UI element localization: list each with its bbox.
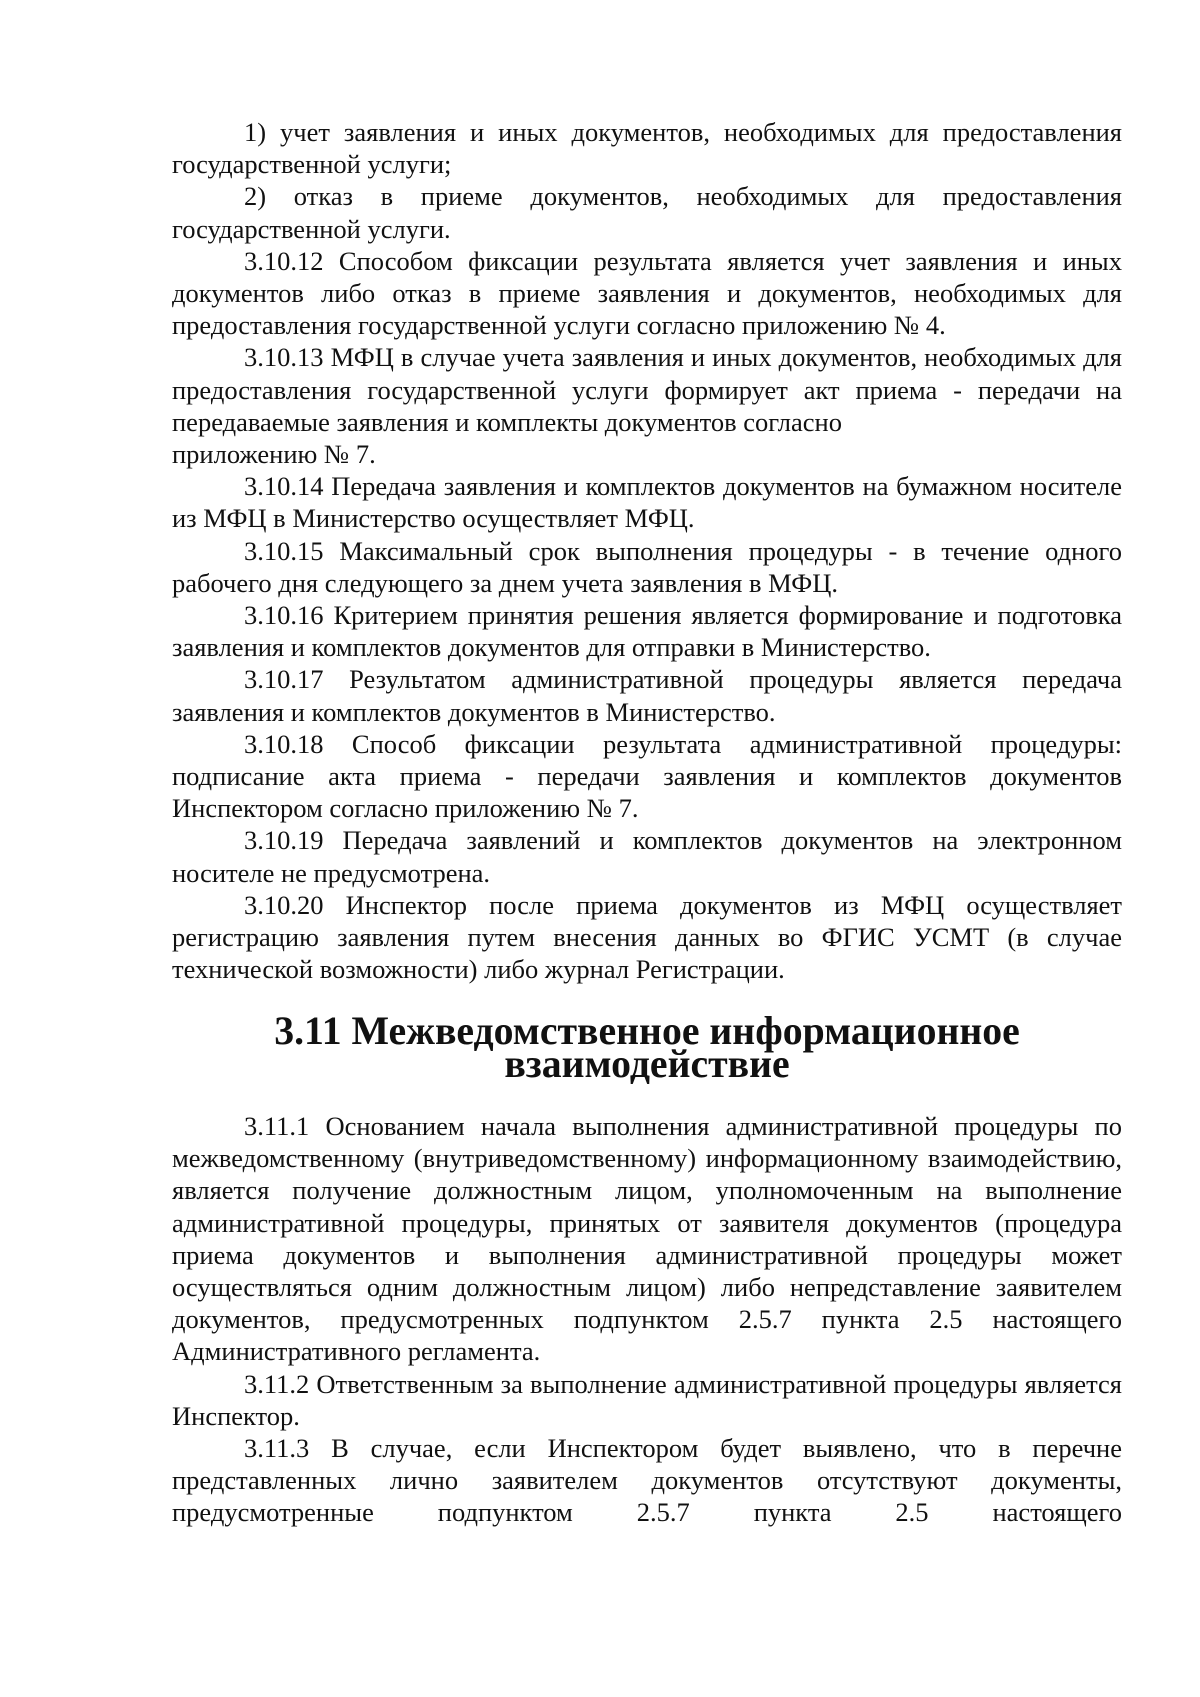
section-heading-3-11: 3.11 Межведомственное информационное взаимодействие [274,1009,1020,1086]
paragraph-3-10-13-continuation: приложению № 7. [172,439,376,470]
paragraph-3-11-3: 3.11.3 В случае, если Инспектором будет выявлено, что в перечне представленных лично заявителем документов отсутствуют документы, предусмотренные подпунктом 2.5.7 пункта 2.5 настоящего [172,1432,1122,1528]
paragraph-3-10-20: 3.10.20 Инспектор после приема документов из МФЦ осуществляет регистрацию заявления путем внесения данных во ФГИС УСМТ (в случае технической возможности) либо журнал Регистрации. [172,889,1122,985]
paragraph-item-1: 1) учет заявления и иных документов, необходимых для предоставления государственной услуги; [172,117,1122,180]
paragraph-3-10-19: 3.10.19 Передача заявлений и комплектов документов на электронном носителе не предусмотрена. [172,825,1122,888]
paragraph-3-10-13: 3.10.13 МФЦ в случае учета заявления и иных документов, необходимых для предоставления государственной услуги формирует акт приема - передачи на передаваемые заявления и комплекты документов согласно [172,342,1122,437]
paragraph-3-11-1: 3.11.1 Основанием начала выполнения административной процедуры по межведомственному (внутриведомственному) информационному взаимодействию, является получение должностным лицом, уполномоченным на выполнение административной процедуры, принятых от заявителя документов (процедура приема документов и выполнения административной процедуры может осуществляться одним должностным лицом) либо непредставление заявителем документов, предусмотренных подпунктом 2.5.7 пункта 2.5 настоящего Административного регламента. [172,1110,1122,1367]
paragraph-item-2: 2) отказ в приеме документов, необходимых для предоставления государственной услуги. [172,181,1122,244]
paragraph-3-11-2: 3.11.2 Ответственным за выполнение административной процедуры является Инспектор. [172,1368,1122,1431]
paragraph-3-10-16: 3.10.16 Критерием принятия решения является формирование и подготовка заявления и комплектов документов для отправки в Министерство. [172,600,1122,663]
paragraph-3-10-17: 3.10.17 Результатом административной процедуры является передача заявления и комплектов документов в Министерство. [172,664,1122,727]
paragraph-3-10-12: 3.10.12 Способом фиксации результата является учет заявления и иных документов либо отказ в приеме заявления и документов, необходимых для предоставления государственной услуги согласно приложению № 4. [172,245,1122,341]
paragraph-3-10-18: 3.10.18 Способ фиксации результата административной процедуры: подписание акта приема - передачи заявления и комплектов документов Инспектором согласно приложению № 7. [172,728,1122,824]
paragraph-3-10-15: 3.10.15 Максимальный срок выполнения процедуры - в течение одного рабочего дня следующего за днем учета заявления в МФЦ. [172,535,1122,598]
paragraph-3-10-14: 3.10.14 Передача заявления и комплектов документов на бумажном носителе из МФЦ в Министерство осуществляет МФЦ. [172,471,1122,534]
document-page [172,116,1122,1529]
